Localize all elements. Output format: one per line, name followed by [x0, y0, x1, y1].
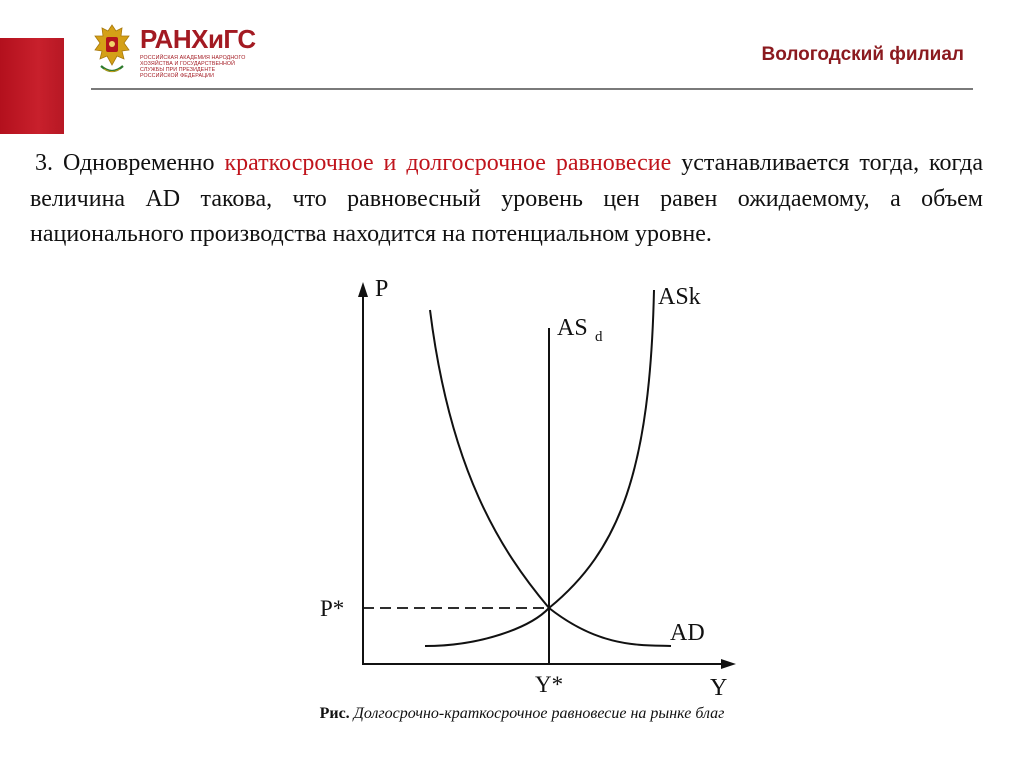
asd-label-subscript: d — [595, 329, 603, 345]
x-axis-label: Y — [710, 675, 728, 701]
p-star-label: P* — [320, 596, 345, 621]
branch-name: Вологодский филиал — [761, 44, 964, 65]
logo — [92, 22, 262, 82]
figure-caption — [0, 705, 1024, 723]
paragraph-rest: устанавливается тогда, когда величина AD такова, что равновесный уровень цен равен ожидаемому, а объем национального производства находится на потенциальном уровне. — [30, 150, 983, 247]
asd-label: AS — [557, 315, 588, 341]
ad-curve — [430, 310, 671, 646]
paragraph-highlight: краткосрочное и долгосрочное равновесие — [224, 150, 672, 176]
y-axis-arrow — [358, 282, 368, 297]
logo-title: РАНХиГС — [140, 24, 256, 54]
red-accent-bar — [0, 38, 64, 134]
x-axis-arrow — [721, 659, 736, 669]
header-divider — [91, 88, 973, 90]
ask-curve — [425, 290, 654, 646]
caption-lead: Рис. — [319, 705, 350, 722]
ask-label: ASk — [658, 284, 701, 310]
equilibrium-diagram — [300, 270, 770, 710]
caption-text: Долгосрочно-краткосрочное равновесие на рынке благ — [349, 705, 725, 722]
y-axis-label: P — [375, 276, 389, 302]
eagle-emblem-icon — [92, 22, 132, 78]
y-star-label: Y* — [535, 672, 564, 697]
body-paragraph — [30, 146, 983, 253]
ad-label: AD — [670, 620, 705, 646]
logo-subtitle: РОССИЙСКАЯ АКАДЕМИЯ НАРОДНОГО ХОЗЯЙСТВА И ГОСУДАРСТВЕННОЙ СЛУЖБЫ ПРИ ПРЕЗИДЕНТЕ РОССИЙСКОЙ ФЕДЕРАЦИИ — [140, 55, 246, 80]
paragraph-lead: 3. Одновременно — [35, 150, 225, 176]
